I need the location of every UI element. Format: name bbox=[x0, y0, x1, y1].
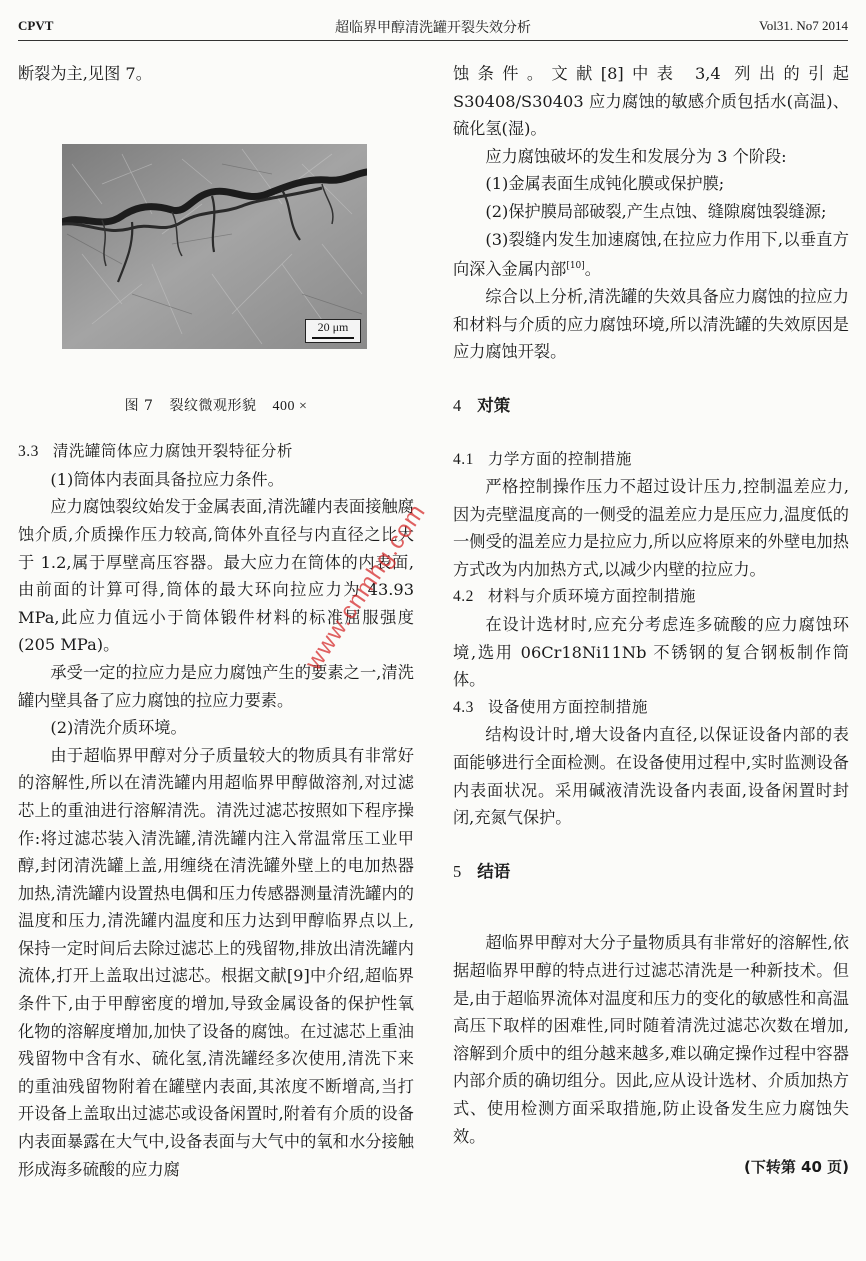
figure-number: 图 7 bbox=[124, 397, 154, 414]
figure-magnification: 400 × bbox=[272, 398, 308, 414]
paragraph: 严格控制操作压力不超过设计压力,控制温差应力,因为壳壁温度高的一侧受的温差应力是压应力,温度低的一侧受的温差应力是拉应力,所以应将原来的外壁电加热方式改为内加热方式,以减少内壁的拉应力。 bbox=[453, 477, 849, 579]
paragraph: (2)保护膜局部破裂,产生点蚀、缝隙腐蚀裂缝源; bbox=[485, 201, 827, 221]
page-header bbox=[18, 14, 848, 41]
volume-issue: Vol31. No7 2014 bbox=[759, 18, 848, 33]
section-heading-4-1 bbox=[453, 446, 849, 474]
section-heading-4 bbox=[453, 392, 849, 420]
section-heading-5 bbox=[453, 858, 849, 886]
right-column bbox=[453, 60, 849, 1182]
section-title: 力学方面的控制措施 bbox=[487, 449, 632, 468]
paragraph: 由于超临界甲醇对分子质量较大的物质具有非常好的溶解性,所以在清洗罐内用超临界甲醇做溶剂,对过滤芯上的重油进行溶解清洗。清洗过滤芯按照如下程序操作:将过滤芯装入清洗罐,清洗罐内注入常温常压工业甲醇,封闭清洗罐上盖,用缠绕在清洗罐外壁上的电加热器加热,清洗罐内设置热电偶和压力传感器测量清洗罐内的温度和压力,清洗罐内温度和压力达到甲醇临界点以上,保持一定时间后去除过滤芯上的残留物,排放出清洗罐内流体,打开上盖取出过滤芯。根据文献[9]中介绍,超临界条件下,由于甲醇密度的增加,导致金属设备的保护性氧化物的溶解度增加,加快了设备的腐蚀。在过滤芯上重油残留物中含有水、硫化氢,清洗罐经多次使用,清洗下来的重油残留物附着在罐壁内表面,其浓度不断增高,当打开设备上盖取出过滤芯或设备闲置时,附着有介质的设备内表面暴露在大气中,设备表面与大气中的氧和水分接触形成海多硫酸的应力腐 bbox=[18, 745, 414, 1179]
paragraph: 承受一定的拉应力是应力腐蚀产生的要素之一,清洗罐内壁具备了应力腐蚀的拉应力要素。 bbox=[18, 662, 414, 710]
watermark-text: www.cnmhg.com bbox=[300, 498, 432, 676]
paragraph: 蚀条件。文献[8]中表 3,4 列出的引起 S30408/S30403 应力腐蚀的敏感介质包括水(高温)、硫化氢(湿)。 bbox=[453, 64, 849, 139]
section-heading-3-3 bbox=[18, 438, 414, 466]
continued-note: (下转第 40 页) bbox=[743, 1158, 849, 1177]
section-title: 对策 bbox=[477, 395, 511, 415]
scale-bar-line bbox=[312, 337, 354, 339]
section-title: 清洗罐筒体应力腐蚀开裂特征分析 bbox=[52, 442, 293, 461]
paragraph: 在设计选材时,应充分考虑连多硫酸的应力腐蚀环境,选用 06Cr18Ni11Nb 不锈钢的复合钢板制作筒体。 bbox=[453, 615, 849, 690]
scale-label: 20 μm bbox=[317, 319, 349, 334]
section-title: 结语 bbox=[477, 861, 511, 881]
section-number: 3.3 bbox=[18, 443, 39, 461]
figure-caption-text: 裂纹微观形貌 bbox=[169, 397, 257, 414]
paragraph: (2)清洗介质环境。 bbox=[50, 718, 187, 738]
paragraph: 应力腐蚀破坏的发生和发展分为 3 个阶段: bbox=[485, 146, 787, 166]
section-number: 4.2 bbox=[453, 588, 474, 606]
section-number: 5 bbox=[453, 861, 462, 881]
running-title: 超临界甲醇清洗罐开裂失效分析 bbox=[335, 20, 531, 36]
paragraph: 应力腐蚀裂纹始发于金属表面,清洗罐内表面接触腐蚀介质,介质操作压力较高,筒体外直径与内直径之比大于 1.2,属于厚壁高压容器。最大应力在筒体的内表面,由前面的计算可得,筒体的最大环向拉应力为 43.93 MPa,此应力值远小于筒体锻件材料的标准屈服强度(205 MPa)。 bbox=[18, 497, 414, 655]
section-title: 材料与介质环境方面控制措施 bbox=[487, 587, 696, 606]
paragraph: 综合以上分析,清洗罐的失效具备应力腐蚀的拉应力和材料与介质的应力腐蚀环境,所以清洗罐的失效原因是应力腐蚀开裂。 bbox=[453, 287, 849, 362]
paragraph: 超临界甲醇对大分子量物质具有非常好的溶解性,依据超临界甲醇的特点进行过滤芯清洗是一种新技术。但是,由于超临界流体对温度和压力的变化的敏感性和高温高压下取样的困难性,同时随着清洗过滤芯次数在增加,溶解到介质中的组分越来越多,难以确定操作过程中容器内部介质的确切组分。因此,应从设计选材、介质加热方式、使用检测方面采取措施,防止设备发生应力腐蚀失效。 bbox=[453, 933, 849, 1146]
journal-abbrev: CPVT bbox=[18, 18, 54, 33]
section-heading-4-3 bbox=[453, 694, 849, 722]
paragraph-end: 。 bbox=[584, 259, 601, 279]
paragraph bbox=[453, 226, 849, 284]
section-title: 设备使用方面控制措施 bbox=[487, 697, 648, 716]
figure-caption bbox=[18, 393, 414, 421]
section-number: 4.1 bbox=[453, 450, 474, 468]
crack-micrograph bbox=[62, 144, 367, 349]
paragraph: 结构设计时,增大设备内直径,以保证设备内部的表面能够进行全面检测。在设备使用过程中,实时监测设备内表面状况。采用碱液清洗设备内表面,设备闲置时封闭,充氮气保护。 bbox=[453, 725, 849, 828]
section-number: 4 bbox=[453, 395, 462, 415]
scale-bar bbox=[305, 319, 361, 343]
paragraph: (1)筒体内表面具备拉应力条件。 bbox=[50, 469, 284, 489]
paragraph-text: (3)裂缝内发生加速腐蚀,在拉应力作用下,以垂直方向深入金属内部 bbox=[453, 229, 849, 279]
section-heading-4-2 bbox=[453, 583, 849, 611]
citation-ref: [10] bbox=[566, 261, 585, 272]
section-number: 4.3 bbox=[453, 698, 474, 716]
paragraph: (1)金属表面生成钝化膜或保护膜; bbox=[485, 174, 725, 194]
paragraph: 断裂为主,见图 7。 bbox=[18, 64, 152, 83]
